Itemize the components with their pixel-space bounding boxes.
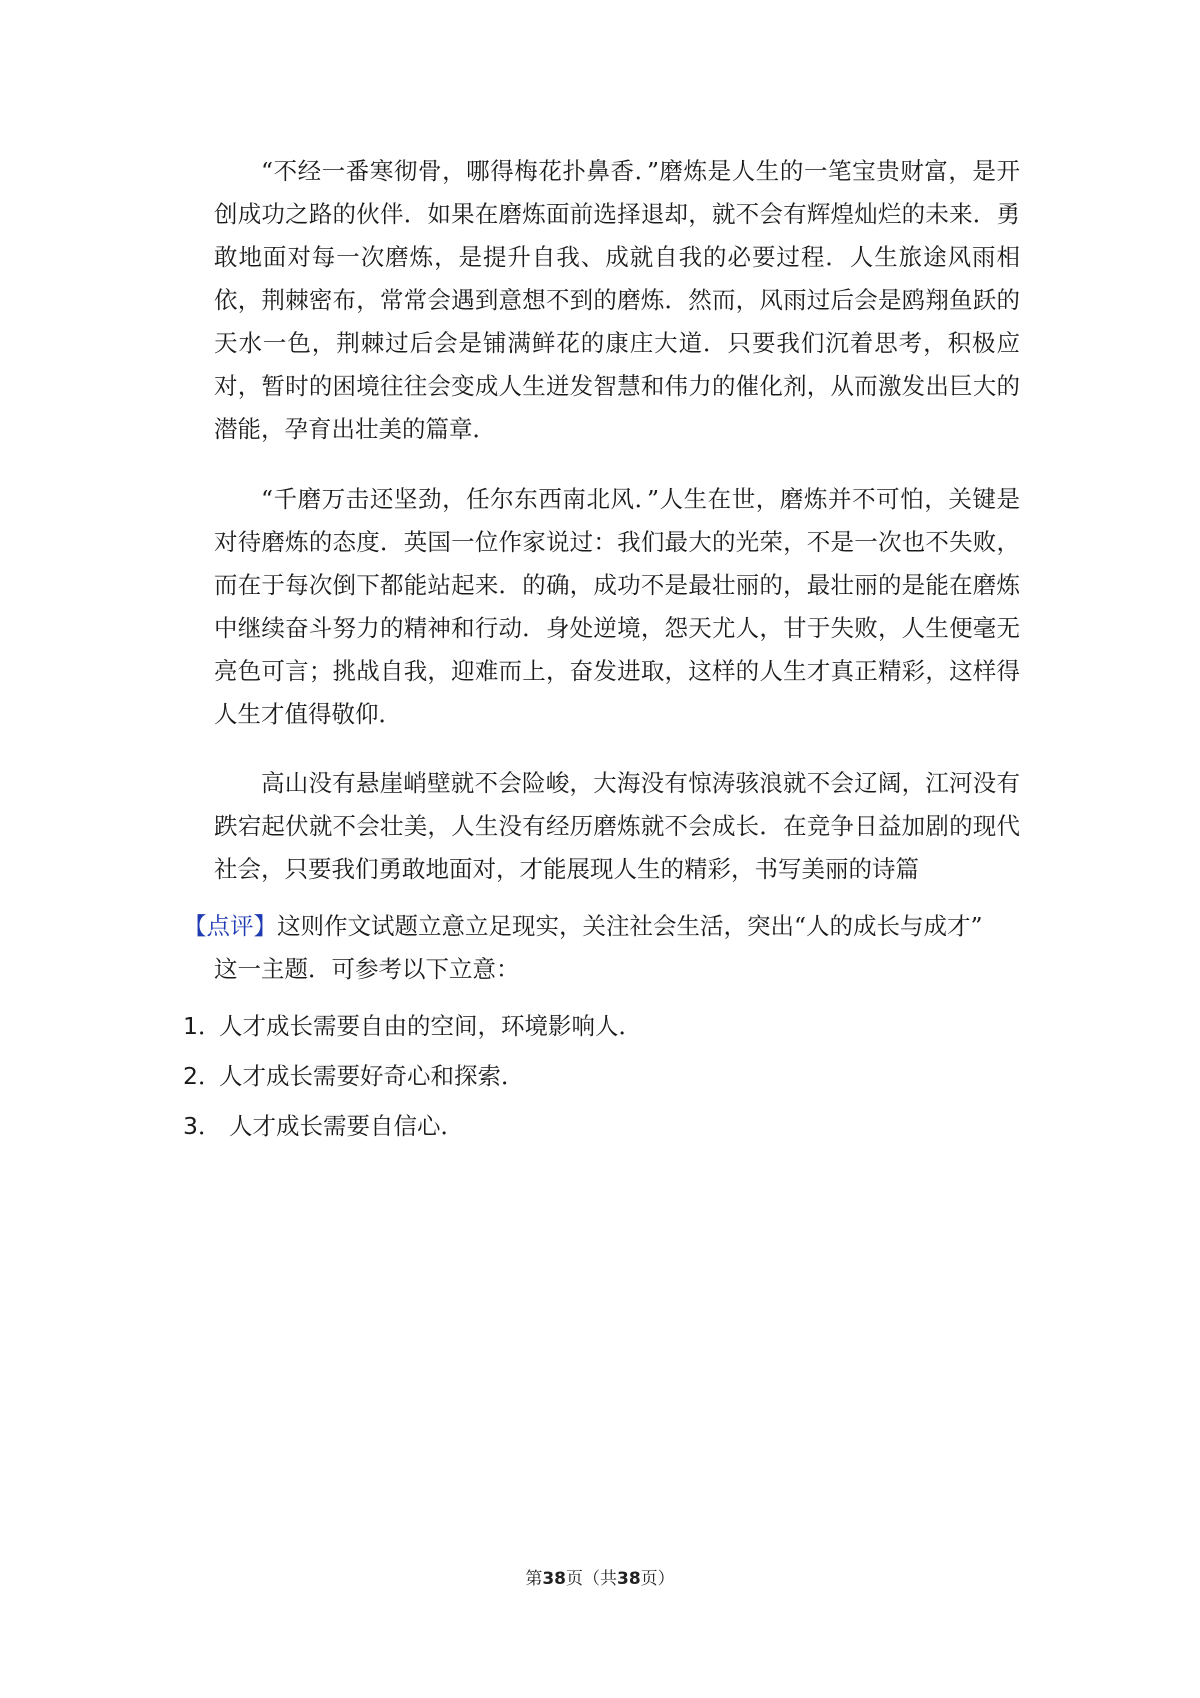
list-item-text: 人才成长需要好奇心和探索． [219, 1062, 525, 1090]
footer-middle: 页（共 [566, 1569, 617, 1589]
comment-label: 【点评】 [183, 912, 277, 940]
comment-block [183, 905, 1023, 991]
comment-line-2: 这一主题．可参考以下立意： [214, 955, 520, 983]
essay-paragraph-1: “不经一番寒彻骨，哪得梅花扑鼻香．”磨炼是人生的一笔宝贵财富，是开创成功之路的伙伴．如果在磨炼面前选择退却，就不会有辉煌灿烂的未来．勇敢地面对每一次磨炼，是提升自我、成就自我的必要过程．人生旅途风雨相依，荆棘密布，常常会遇到意想不到的磨炼．然而，风雨过后会是鸥翔鱼跃的天水一色，荆棘过后会是铺满鲜花的康庄大道．只要我们沉着思考，积极应对，暂时的困境往往会变成人生迸发智慧和伟力的催化剂，从而激发出巨大的潜能，孕育出壮美的篇章． [214, 157, 1020, 443]
list-item-number: 3． [183, 1112, 222, 1140]
page-footer [0, 1564, 1200, 1589]
list-item [183, 1055, 525, 1098]
list-item-number: 1． [183, 1012, 222, 1040]
footer-suffix: 页） [640, 1569, 675, 1589]
footer-total-pages: 38 [617, 1569, 641, 1589]
list-item [183, 1105, 464, 1148]
list-item [183, 1005, 642, 1048]
list-item-text: 人才成长需要自由的空间，环境影响人． [219, 1012, 642, 1040]
footer-page-number: 38 [542, 1569, 566, 1589]
list-item-text: 人才成长需要自信心． [229, 1112, 464, 1140]
list-item-number: 2． [183, 1062, 222, 1090]
footer-prefix: 第 [525, 1569, 543, 1589]
comment-line-1: 这则作文试题立意立足现实，关注社会生活，突出“人的成长与成才” [277, 912, 983, 940]
essay-paragraph-2: “千磨万击还坚劲，任尔东西南北风．”人生在世，磨炼并不可怕，关键是对待磨炼的态度．英国一位作家说过：我们最大的光荣，不是一次也不失败，而在于每次倒下都能站起来．的确，成功不是最壮丽的，最壮丽的是能在磨炼中继续奋斗努力的精神和行动．身处逆境，怨天尤人，甘于失败，人生便毫无亮色可言；挑战自我，迎难而上，奋发进取，这样的人生才真正精彩，这样得人生才值得敬仰． [214, 485, 1020, 728]
essay-paragraph-3: 高山没有悬崖峭壁就不会险峻，大海没有惊涛骇浪就不会辽阔，江河没有跌宕起伏就不会壮美，人生没有经历磨炼就不会成长．在竞争日益加剧的现代社会，只要我们勇敢地面对，才能展现人生的精彩，书写美丽的诗篇 [214, 769, 1020, 883]
